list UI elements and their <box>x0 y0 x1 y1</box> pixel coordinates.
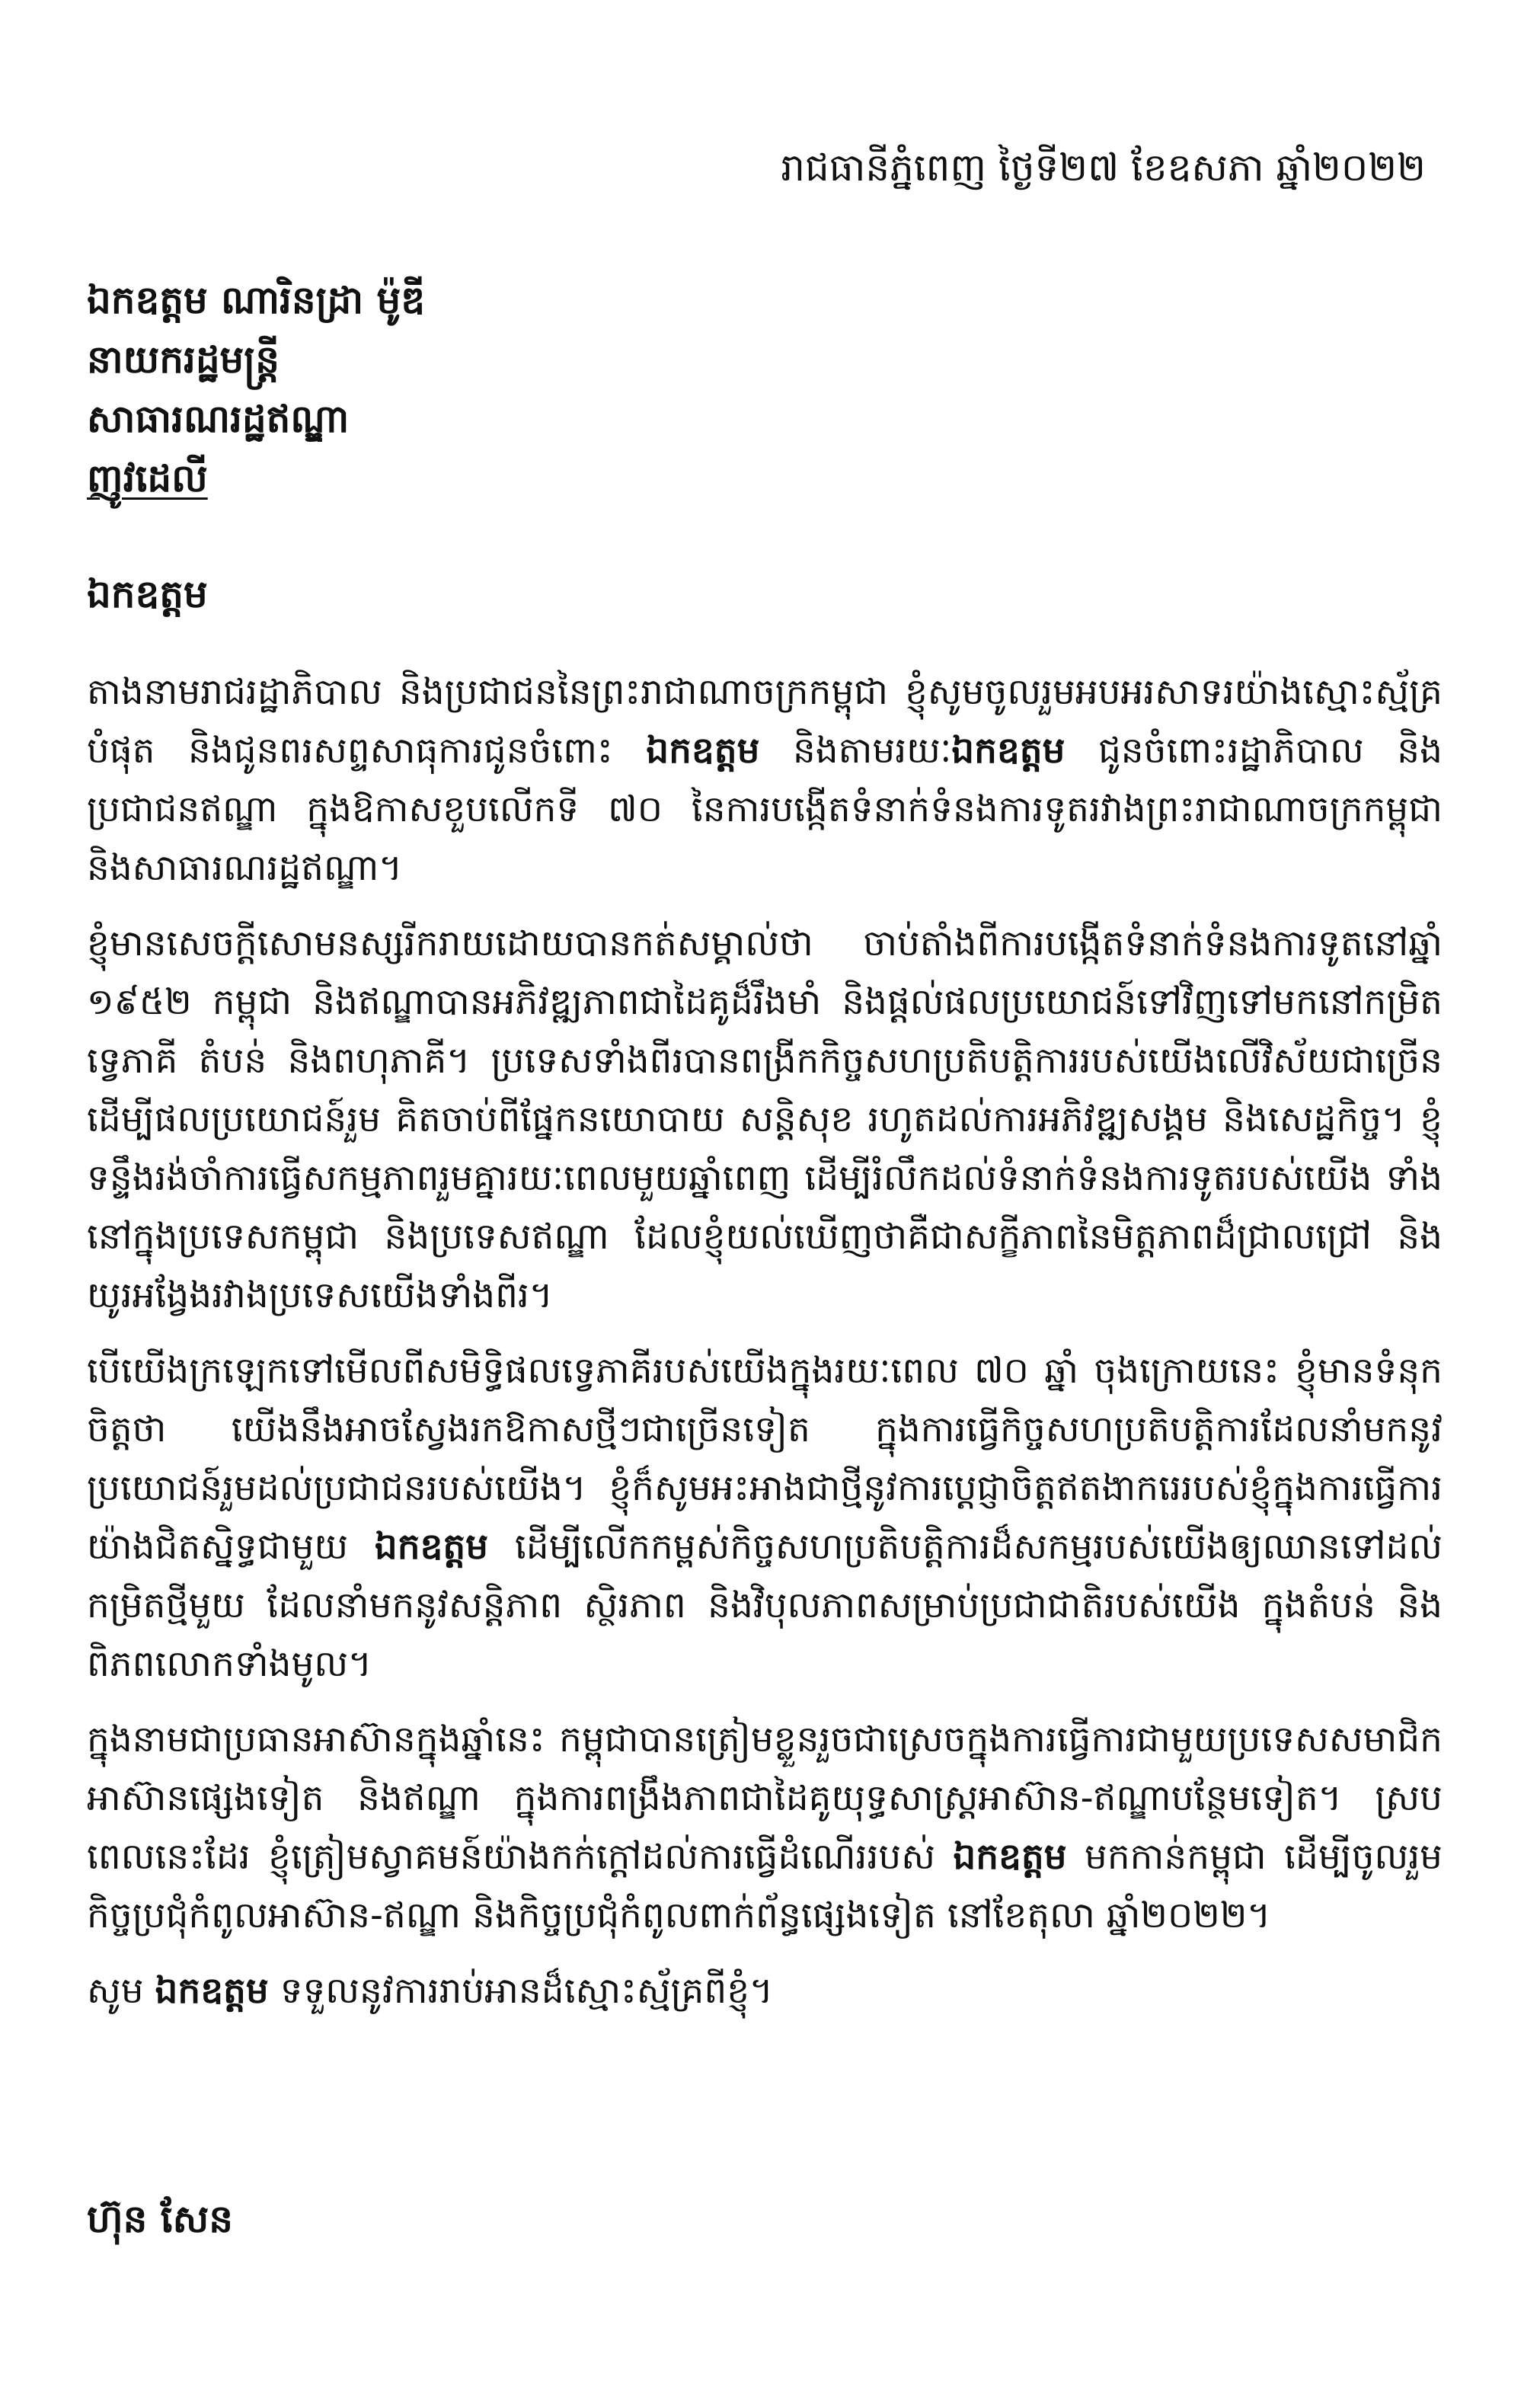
honorific-emphasis: ឯកឧត្តម <box>953 1836 1067 1878</box>
honorific-emphasis: ឯកឧត្តម <box>155 1970 269 2012</box>
recipient-city: ញូវដេលី <box>87 456 208 500</box>
recipient-country: សាធារណរដ្ឋឥណ្ឌា <box>87 397 350 441</box>
signatory-name: ហ៊ុន សែន <box>87 2197 233 2241</box>
honorific-emphasis: ឯកឧត្តម <box>374 1526 489 1568</box>
honorific-emphasis: ឯកឧត្តម <box>951 730 1066 772</box>
body-paragraph-3: បើយើងក្រឡេកទៅមើលពីសមិទ្ធិផលទ្វេភាគីរបស់យើងក្នុងរយៈពេល ៧០ ឆ្នាំ ចុងក្រោយនេះ ខ្ញុំមានទំនុកចិត្តថា យើងនឹងអាចស្វែងរកឱកាសថ្មីៗជាច្រើនទៀត ក្នុងការធ្វើកិច្ចសហប្រតិបត្តិការដែលនាំមកនូវប្រយោជន៍រួមដល់ប្រជាជនរបស់យើង។ ខ្ញុំក៏សូមអះអាងជាថ្មីនូវការប្តេជ្ញាចិត្តឥតងាករេរបស់ខ្ញុំក្នុងការធ្វើការយ៉ាងជិតស្និទ្ធជាមួយ ឯកឧត្តម ដើម្បីលើកកម្ពស់កិច្ចសហប្រតិបត្តិការដ៏សកម្មរបស់យើងឲ្យឈានទៅដល់កម្រិតថ្មីមួយ ដែលនាំមកនូវសន្តិភាព ស្ថិរភាព និងវិបុលភាពសម្រាប់ប្រជាជាតិរបស់យើង ក្នុងតំបន់ និងពិភពលោកទាំងមូល។ <box>87 1350 1443 1685</box>
recipient-position: នាយករដ្ឋមន្ត្រី <box>87 337 280 382</box>
letter-body <box>87 663 1443 2037</box>
letter-salutation: ឯកឧត្តម <box>87 572 208 616</box>
body-paragraph-2: ខ្ញុំមានសេចក្តីសោមនស្សរីករាយដោយបានកត់សម្គាល់ថា ចាប់តាំងពីការបង្កើតទំនាក់ទំនងការទូតនៅឆ្នាំ ១៩៥២ កម្ពុជា និងឥណ្ឌាបានអភិវឌ្ឍភាពជាដៃគូដ៏រឹងមាំ និងផ្តល់ផលប្រយោជន៍ទៅវិញទៅមកនៅកម្រិតទ្វេភាគី តំបន់ និងពហុភាគី។ ប្រទេសទាំងពីរបានពង្រីកកិច្ចសហប្រតិបត្តិការរបស់យើងលើវិស័យជាច្រើន ដើម្បីផលប្រយោជន៍រួម គិតចាប់ពីផ្នែកនយោបាយ សន្តិសុខ រហូតដល់ការអភិវឌ្ឍសង្គម និងសេដ្ឋកិច្ច។ ខ្ញុំទន្ទឹងរង់ចាំការធ្វើសកម្មភាពរួមគ្នារយៈពេលមួយឆ្នាំពេញ ដើម្បីរំលឹកដល់ទំនាក់ទំនងការទូតរបស់យើង ទាំងនៅក្នុងប្រទេសកម្ពុជា និងប្រទេសឥណ្ឌា ដែលខ្ញុំយល់ឃើញថាគឺជាសក្ខីភាពនៃមិត្តភាពដ៏ជ្រាលជ្រៅ និងយូរអង្វែងរវាងប្រទេសយើងទាំងពីរ។ <box>87 923 1443 1316</box>
honorific-emphasis: ឯកឧត្តម <box>646 730 760 772</box>
body-paragraph-4: ក្នុងនាមជាប្រធានអាស៊ានក្នុងឆ្នាំនេះ កម្ពុជាបានត្រៀមខ្លួនរួចជាស្រេចក្នុងការធ្វើការជាមួយប្រទេសសមាជិកអាស៊ានផ្សេងទៀត និងឥណ្ឌា ក្នុងការពង្រឹងភាពជាដៃគូយុទ្ធសាស្ត្រអាស៊ាន-ឥណ្ឌាបន្ថែមទៀត។ ស្របពេលនេះដែរ ខ្ញុំត្រៀមស្វាគមន៍យ៉ាងកក់ក្តៅដល់ការធ្វើដំណើររបស់ ឯកឧត្តម មកកាន់កម្ពុជា ដើម្បីចូលរួមកិច្ចប្រជុំកំពូលអាស៊ាន-ឥណ្ឌា និងកិច្ចប្រជុំកំពូលពាក់ព័ន្ធផ្សេងទៀត នៅខែតុលា ឆ្នាំ២០២២។ <box>87 1719 1443 1936</box>
recipient-title-name: ឯកឧត្តម ណារិនដ្រា ម៉ូឌី <box>87 278 425 322</box>
recipient-address-block <box>87 270 425 508</box>
body-paragraph-1: តាងនាមរាជរដ្ឋាភិបាល និងប្រជាជននៃព្រះរាជាណាចក្រកម្ពុជា ខ្ញុំសូមចូលរួមអបអរសាទរយ៉ាងស្មោះស្ម័គ្របំផុត និងជូនពរសព្ទសាធុការជូនចំពោះ ឯកឧត្តម និងតាមរយៈឯកឧត្តម ជូនចំពោះរដ្ឋាភិបាល និងប្រជាជនឥណ្ឌា ក្នុងឱកាសខួបលើកទី ៧០ នៃការបង្កើតទំនាក់ទំនងការទូតរវាងព្រះរាជាណាចក្រកម្ពុជា និងសាធារណរដ្ឋឥណ្ឌា។ <box>87 671 1443 889</box>
body-paragraph-5: សូម ឯកឧត្តម ទទួលនូវការរាប់អានដ៏ស្មោះស្ម័គ្រពីខ្ញុំ។ <box>87 1970 774 2012</box>
letter-date: រាជធានីភ្នំពេញ ថ្ងៃទី២៧ ខែឧសភា ឆ្នាំ២០២២ <box>781 146 1426 190</box>
